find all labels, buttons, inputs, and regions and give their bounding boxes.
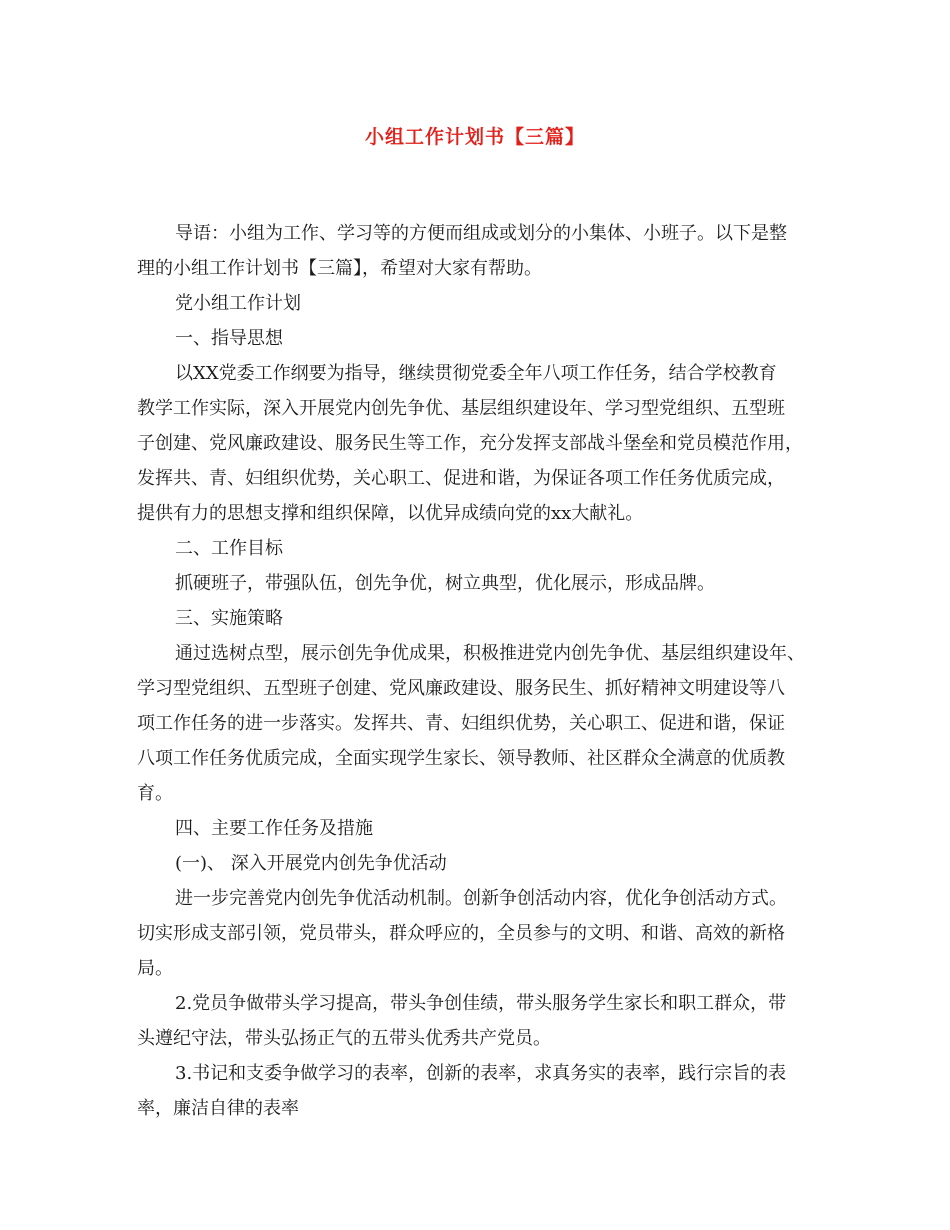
- text-line: 抓硬班子，带强队伍，创先争优，树立典型，优化展示，形成品牌。: [175, 573, 715, 594]
- text-line: 理的小组工作计划书【三篇】，希望对大家有帮助。: [137, 258, 542, 279]
- text-line: 教学工作实际，深入开展党内创先争优、基层组织建设年、学习型党组织、五型班: [137, 398, 785, 419]
- text-line: 八项工作任务优质完成，全面实现学生家长、领导教师、社区群众全满意的优质教: [137, 748, 785, 769]
- text-line: 二、工作目标: [175, 538, 283, 559]
- text-line: 党小组工作计划: [175, 293, 301, 314]
- text-line: 以XX党委工作纲要为指导，继续贯彻党委全年八项工作任务，结合学校教育: [175, 363, 777, 384]
- text-line: (一)、 深入开展党内创先争优活动: [175, 853, 447, 874]
- text-line: 提供有力的思想支撑和组织保障，以优异成绩向党的xx大献礼。: [137, 503, 644, 524]
- text-line: 三、实施策略: [175, 608, 283, 629]
- text-line: 发挥共、青、妇组织优势，关心职工、促进和谐，为保证各项工作任务优质完成，: [137, 468, 785, 489]
- text-line: 2.党员争做带头学习提高，带头争创佳绩，带头服务学生家长和职工群众，带: [175, 993, 787, 1014]
- text-line: 子创建、党风廉政建设、服务民生等工作，充分发挥支部战斗堡垒和党员模范作用，: [137, 433, 803, 454]
- text-line: 头遵纪守法，带头弘扬正气的五带头优秀共产党员。: [137, 1028, 551, 1049]
- text-line: 导语：小组为工作、学习等的方便而组成或划分的小集体、小班子。以下是整: [175, 223, 787, 244]
- document-title: 小组工作计划书【三篇】: [364, 126, 585, 148]
- text-line: 项工作任务的进一步落实。发挥共、青、妇组织优势，关心职工、促进和谐，保证: [137, 713, 785, 734]
- text-line: 切实形成支部引领，党员带头，群众呼应的，全员参与的文明、和谐、高效的新格: [137, 923, 785, 944]
- text-line: 局。: [137, 958, 173, 979]
- text-line: 育。: [137, 783, 173, 804]
- text-line: 四、主要工作任务及措施: [175, 818, 373, 839]
- text-line: 一、指导思想: [175, 328, 283, 349]
- text-line: 率，廉洁自律的表率: [137, 1098, 299, 1119]
- text-line: 学习型党组织、五型班子创建、党风廉政建设、服务民生、抓好精神文明建设等八: [137, 678, 785, 699]
- document-body: [137, 216, 827, 1126]
- text-line: 3.书记和支委争做学习的表率，创新的表率，求真务实的表率，践行宗旨的表: [175, 1063, 787, 1084]
- text-line: 进一步完善党内创先争优活动机制。创新争创活动内容，优化争创活动方式。: [175, 888, 787, 909]
- text-line: 通过选树点型，展示创先争优成果，积极推进党内创先争优、基层组织建设年、: [175, 643, 805, 664]
